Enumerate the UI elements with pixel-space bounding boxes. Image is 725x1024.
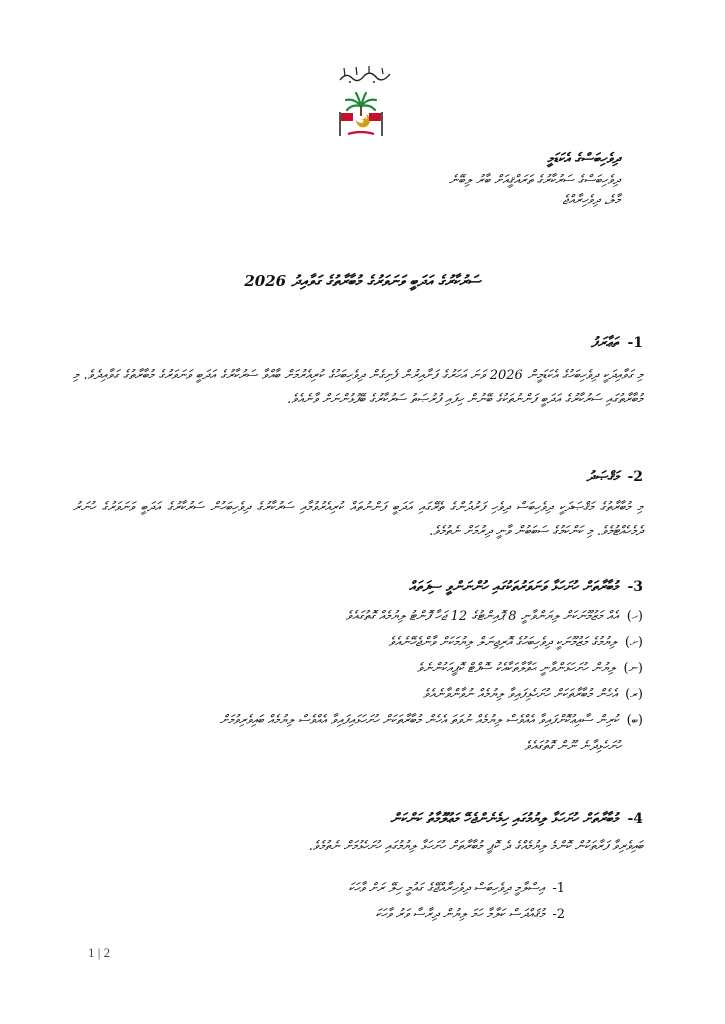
section-1-number: 1- [627,335,643,351]
list-marker: 2- [552,907,565,922]
list-item [375,906,565,924]
list-item-text: އެއް މަޒުމޫނަކަށް ލިޔަންވާނީ 8 ޕޮއިންޓުގެ 12 ޖަހާ ފޮންޓު ލިޔުމެއް ގޮތުގައެވެ [345,609,619,624]
list-item-continuation: ހުށަހެޅިދާނެ ނޫން ގޮތުގައެވެ [524,739,621,754]
list-item [348,880,565,898]
organization-city: މާލެ، ދިވެހިރާއްޖެ [562,193,620,208]
section-2-heading [586,468,643,486]
list-marker: (ނ) [623,661,643,676]
section-1-title: ތަޢާރަފު [590,335,619,351]
section-4-heading [390,810,643,828]
section-4-number: 4- [627,811,643,827]
list-item [423,686,643,704]
section-1-heading [591,334,643,352]
section-4-paragraph: ބައިވެރިވާ ފަރާތަކުން ކޮންމެ ލިޔުމެއްގެ ދެ ކޮޕީ މުބާރާތަށް ހުށަހަޅާ ލިޔުމުގައި ހުށަހެޅުމަށް ނެތުމެވެ. [308,839,643,854]
section-3-heading [409,578,643,596]
organization-name: ދިވެހިބަސްގެ އެކަޑަމީ [546,151,620,167]
section-2-title: މަޤްޞަދު [586,469,619,485]
list-item-text: އިސްލާމީ ދިވެހިބަސް ދިވެހިރާއްޖޭގެ ގައުމީ ހިލޭ ރަށް ވާހަކަ [348,881,545,896]
list-item [417,660,643,678]
list-item-text: ލިޔުން ހުށަހަޅަންވާނީ ޙަވާލާތަކާއެކު ސޮފްޓް ކޮޕީއަކުންނެވެ [416,661,616,676]
section-2-paragraph: މި މުބާރާތުގެ މަޤްޞަދަކީ ދިވެހިބަސް ދިވެހި ފަރުދުންގެ ތެރޭގައި އަދަބީ ފަންނުތައް ކުރިއެރުވުމާއި ސަރުކާރުގެ ދިވެހިބަހުން ސަރުކާރުގެ އަދަބީ ވަނަވަރުގެ ހުނަރު ދެމެހެއްޓުމެވެ. މި ކަންކަމުގެ ސަބަބުން ވާނީ ދިރުމަށް ނެތުމެވެ. [73,500,643,539]
national-emblem [336,90,386,138]
section-4-title: މުބާރާތަށް ހުށަހަޅާ ލިޔުމުގައި ހިމެނެންޖެހޭ މަޢުލޫމާތު ކަންކަން [390,811,619,827]
section-3-number: 3- [627,579,643,595]
list-item [389,634,643,652]
document-title: ސަރުކާރުގެ އަދަބީ ވަނަވަރުގެ މުބާރާތުގެ ގަވާއިދު 2026 [244,272,481,290]
section-3-title: މުބާރާތަށް ހުށަހަޅާ ވަނަވަރުތަކުގައި ހުންނަންވީ ސިފަތައް [408,579,619,595]
list-item [346,608,643,626]
organization-address: ދިވެހިބަސްގެ ސަރުކާރުގެ ތަރައްޤީއަށް ބާރު ލިބޭނެ [448,173,620,188]
list-item-text: އެހެން މުބާރާތަކަށް ހުށަހެޅިފައިވާ ލިޔުމެއް ނުވާންވާނެއެވެ [423,687,618,702]
page-number: 1 | 2 [88,945,111,960]
section-2-number: 2- [627,469,643,485]
list-item [220,712,643,730]
list-marker: (ހ) [626,609,643,624]
list-item-text: މުޤައްދަސް ކަލާމާ ހަމަ ލިޔުން ދިރާސާ ވަރު ވާހަކަ [375,907,545,922]
bismillah-calligraphy [336,62,394,86]
list-marker: (ށ) [624,635,643,650]
list-marker: (ބ) [626,713,643,728]
section-1-paragraph: މި ގަވާއިދަކީ ދިވެހިބަހުގެ އެކަޑަމީން 2026 ވަނަ އަހަރުގެ ފަށާއިރުން ފެށިގެން ދިވެހިބަހުގެ ކުރިއެރުމަށް ބާއްވާ ސަރުކާރުގެ އަދަބީ ވަނަވަރުގެ މުބާރާތުގެ ގަވާއިދެވެ. މި މުބާރާތުގައި ސަރުކާރުގެ އަދަބީ ފަންނުތަކުގެ ބޭނުން ހިފައި ފުރުޞަތު ސަރުކާރުގެ ބޭފުޅުންނަށް ވާނެއެވެ. [73,368,643,407]
list-item-text: ކުރިން ސާއިޢުކޮށްފައިވާ އެއްވެސް ލިޔުމެއް ނުވަތަ އެހެން މުބާރާތަކަށް ހުށަހަޅައިފައިވާ އެއްވެސް ލިޔުމެއް ބައިވެރިވުމަށް [219,713,619,728]
list-marker: 1- [552,881,565,896]
list-marker: (ރ) [625,687,643,702]
list-item-text: ލިޔުމުގެ މަޒުމޫނަކީ ދިވެހިބަހުގެ އޮރިޖިނަލް ލިޔުމަކަށް ވާންޖެހޭނެއެވެ [388,635,617,650]
